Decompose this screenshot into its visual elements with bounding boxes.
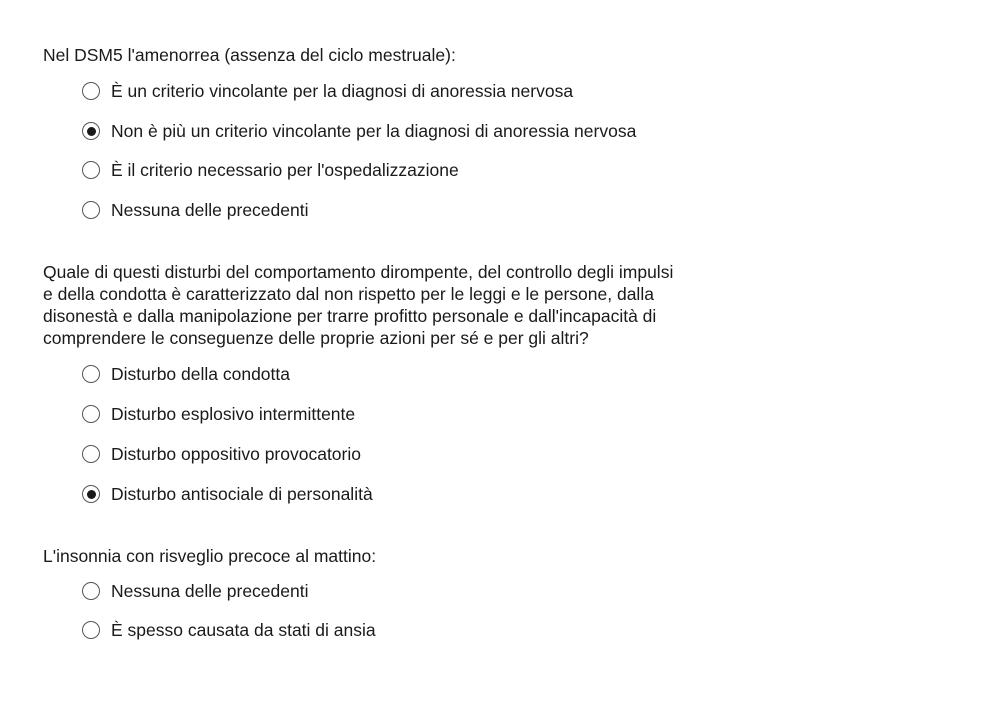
question-2-line: disonestà e dalla manipolazione per trarre profitto personale e dall'incapacità di — [43, 306, 657, 326]
question-2-option-2[interactable] — [82, 402, 355, 426]
option-label: Nessuna delle precedenti — [111, 200, 309, 220]
option-label: Disturbo della condotta — [111, 364, 290, 384]
question-2-line: comprendere le conseguenze delle proprie azioni per sé e per gli altri? — [43, 328, 589, 348]
radio-button[interactable] — [82, 485, 100, 503]
radio-button[interactable] — [82, 621, 100, 639]
radio-button[interactable] — [82, 405, 100, 423]
question-2-option-1[interactable] — [82, 362, 290, 386]
radio-button[interactable] — [82, 122, 100, 140]
option-label: Nessuna delle precedenti — [111, 581, 309, 601]
radio-button[interactable] — [82, 201, 100, 219]
question-1-text: Nel DSM5 l'amenorrea (assenza del ciclo mestruale): — [43, 45, 456, 65]
question-3-option-2[interactable] — [82, 618, 376, 642]
radio-button[interactable] — [82, 445, 100, 463]
option-label: Non è più un criterio vincolante per la diagnosi di anoressia nervosa — [111, 121, 637, 141]
option-label: È un criterio vincolante per la diagnosi di anoressia nervosa — [111, 81, 574, 101]
question-2-text — [43, 261, 743, 349]
question-1-option-2[interactable] — [82, 119, 636, 143]
question-2-option-4[interactable] — [82, 482, 373, 506]
option-label: Disturbo esplosivo intermittente — [111, 404, 356, 424]
question-2-option-3[interactable] — [82, 442, 361, 466]
option-label: Disturbo oppositivo provocatorio — [111, 444, 361, 464]
option-label: Disturbo antisociale di personalità — [111, 484, 373, 504]
question-1-option-3[interactable] — [82, 158, 459, 182]
option-label: È il criterio necessario per l'ospedalizzazione — [111, 160, 459, 180]
option-label: È spesso causata da stati di ansia — [111, 620, 376, 640]
question-3-text: L'insonnia con risveglio precoce al mattino: — [43, 546, 377, 566]
question-2-line: Quale di questi disturbi del comportamento dirompente, del controllo degli impulsi — [43, 262, 674, 282]
radio-button[interactable] — [82, 82, 100, 100]
radio-button[interactable] — [82, 582, 100, 600]
question-1-option-4[interactable] — [82, 198, 309, 222]
radio-button[interactable] — [82, 161, 100, 179]
question-1-option-1[interactable] — [82, 79, 573, 103]
question-2-line: e della condotta è caratterizzato dal non rispetto per le leggi e le persone, dalla — [43, 284, 654, 304]
question-3-option-1[interactable] — [82, 579, 309, 603]
radio-button[interactable] — [82, 365, 100, 383]
